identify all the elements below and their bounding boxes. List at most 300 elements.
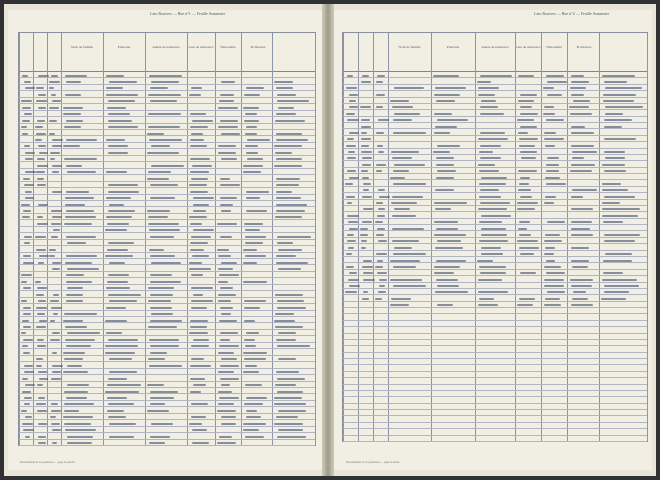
handwritten-entry [63, 145, 80, 147]
handwritten-entry [347, 202, 353, 204]
handwritten-entry [220, 236, 232, 238]
row-divider [19, 245, 315, 246]
row-divider [343, 84, 647, 85]
handwritten-entry [361, 151, 372, 153]
handwritten-entry [392, 240, 420, 242]
handwritten-entry [570, 87, 586, 89]
handwritten-entry [571, 247, 589, 249]
handwritten-entry [147, 152, 179, 154]
row-divider [19, 406, 315, 407]
handwritten-entry [218, 268, 233, 270]
handwritten-entry [220, 197, 237, 199]
row-divider [19, 239, 315, 240]
row-divider [343, 109, 647, 110]
handwritten-entry [277, 94, 295, 96]
handwritten-entry [246, 152, 258, 154]
handwritten-entry [37, 345, 46, 347]
row-divider [343, 211, 647, 212]
handwritten-entry [243, 107, 259, 109]
row-divider [19, 90, 315, 91]
handwritten-entry [276, 191, 292, 193]
handwritten-entry [245, 145, 258, 147]
column-label: Nationalité [546, 45, 562, 49]
handwritten-entry [363, 291, 368, 293]
handwritten-entry [51, 423, 60, 425]
handwritten-entry [277, 100, 309, 102]
handwritten-entry [191, 307, 207, 309]
handwritten-entry [573, 291, 586, 293]
handwritten-entry [52, 332, 61, 334]
handwritten-entry [519, 183, 529, 185]
right-census-table [342, 32, 648, 442]
handwritten-entry [36, 358, 43, 360]
handwritten-entry [36, 403, 46, 405]
row-divider [19, 310, 315, 311]
handwritten-entry [51, 75, 58, 77]
handwritten-entry [50, 339, 60, 341]
handwritten-entry [347, 138, 354, 140]
handwritten-entry [65, 197, 93, 199]
handwritten-entry [150, 397, 174, 399]
handwritten-entry [518, 75, 534, 77]
handwritten-entry [572, 266, 588, 268]
handwritten-entry [193, 197, 214, 199]
row-divider [19, 155, 315, 156]
handwritten-entry [601, 298, 626, 300]
handwritten-entry [434, 234, 466, 236]
handwritten-entry [221, 210, 231, 212]
handwritten-entry [276, 204, 307, 206]
handwritten-entry [106, 216, 132, 218]
handwritten-entry [38, 442, 46, 444]
row-divider [343, 77, 647, 78]
row-divider [343, 415, 647, 416]
handwritten-entry [191, 133, 202, 135]
handwritten-entry [190, 139, 203, 141]
column-label: Année de naissance [481, 45, 509, 49]
handwritten-entry [218, 126, 238, 128]
row-divider [343, 230, 647, 231]
handwritten-entry [52, 165, 62, 167]
handwritten-entry [518, 132, 528, 134]
row-divider [19, 381, 315, 382]
handwritten-entry [106, 307, 126, 309]
handwritten-entry [245, 255, 267, 257]
handwritten-entry [243, 262, 256, 264]
handwritten-entry [219, 397, 239, 399]
row-divider [19, 258, 315, 259]
handwritten-entry [108, 191, 140, 193]
handwritten-entry [66, 236, 96, 238]
handwritten-entry [375, 266, 383, 268]
handwritten-entry [190, 326, 207, 328]
handwritten-entry [544, 285, 564, 287]
handwritten-entry [362, 266, 373, 268]
handwritten-entry [362, 177, 369, 179]
handwritten-entry [147, 210, 170, 212]
handwritten-entry [378, 291, 386, 293]
handwritten-entry [107, 223, 128, 225]
right-page-footer: Recensement de la population — page de droite [346, 460, 400, 464]
handwritten-entry [190, 145, 207, 147]
handwritten-entry [67, 365, 82, 367]
handwritten-entry [108, 100, 135, 102]
handwritten-entry [277, 378, 305, 380]
row-divider [19, 361, 315, 362]
handwritten-entry [379, 279, 388, 281]
handwritten-entry [23, 313, 31, 315]
row-divider [343, 294, 647, 295]
row-divider [343, 396, 647, 397]
handwritten-entry [546, 119, 564, 121]
handwritten-entry [277, 436, 306, 438]
handwritten-entry [22, 75, 28, 77]
handwritten-entry [245, 365, 257, 367]
handwritten-entry [21, 281, 27, 283]
handwritten-entry [220, 332, 238, 334]
handwritten-entry [63, 416, 93, 418]
handwritten-entry [109, 358, 133, 360]
handwritten-entry [478, 279, 502, 281]
handwritten-entry [37, 178, 45, 180]
handwritten-entry [572, 157, 584, 159]
handwritten-entry [190, 365, 212, 367]
handwritten-entry [107, 397, 126, 399]
handwritten-entry [379, 285, 385, 287]
row-divider [343, 288, 647, 289]
handwritten-entry [37, 384, 43, 386]
handwritten-entry [52, 191, 62, 193]
handwritten-entry [193, 204, 209, 206]
handwritten-entry [148, 94, 181, 96]
row-divider [19, 232, 315, 233]
handwritten-entry [66, 165, 82, 167]
handwritten-entry [218, 391, 232, 393]
handwritten-entry [66, 294, 83, 296]
handwritten-entry [274, 145, 302, 147]
handwritten-entry [52, 371, 61, 373]
handwritten-entry [362, 157, 372, 159]
handwritten-entry [150, 307, 172, 309]
handwritten-entry [246, 332, 258, 334]
handwritten-entry [221, 313, 232, 315]
handwritten-entry [275, 152, 292, 154]
handwritten-entry [64, 158, 96, 160]
handwritten-entry [217, 223, 237, 225]
handwritten-entry [376, 81, 383, 83]
handwritten-entry [190, 191, 208, 193]
handwritten-entry [37, 410, 46, 412]
handwritten-entry [148, 171, 172, 173]
column-label: Année de naissance [152, 45, 180, 49]
row-divider [343, 345, 647, 346]
handwritten-entry [67, 436, 93, 438]
handwritten-entry [361, 145, 369, 147]
handwritten-entry [191, 274, 203, 276]
handwritten-entry [67, 242, 86, 244]
handwritten-entry [149, 365, 182, 367]
handwritten-entry [543, 113, 555, 115]
handwritten-entry [604, 285, 639, 287]
handwritten-entry [220, 120, 238, 122]
handwritten-entry [39, 378, 48, 380]
row-divider [19, 194, 315, 195]
handwritten-entry [434, 113, 452, 115]
handwritten-entry [547, 291, 566, 293]
handwritten-entry [53, 313, 58, 315]
handwritten-entry [391, 151, 419, 153]
row-divider [19, 426, 315, 427]
handwritten-entry [149, 229, 180, 231]
handwritten-entry [36, 100, 47, 102]
handwritten-entry [481, 234, 507, 236]
handwritten-entry [360, 228, 368, 230]
handwritten-entry [150, 236, 173, 238]
handwritten-entry [108, 113, 129, 115]
handwritten-entry [274, 81, 292, 83]
handwritten-entry [434, 132, 450, 134]
handwritten-entry [51, 378, 62, 380]
handwritten-entry [602, 279, 637, 281]
handwritten-entry [108, 339, 138, 341]
handwritten-entry [544, 138, 564, 140]
handwritten-entry [518, 100, 534, 102]
handwritten-entry [376, 253, 387, 255]
handwritten-entry [394, 113, 420, 115]
handwritten-entry [276, 262, 308, 264]
handwritten-entry [64, 126, 81, 128]
right-page-header: Lieu Rouvres — Rue n°2 — Feuille Sommaire [534, 11, 610, 16]
handwritten-entry [345, 183, 353, 185]
column-label: Prénoms [117, 45, 131, 49]
handwritten-entry [107, 249, 128, 251]
handwritten-entry [23, 255, 31, 257]
handwritten-entry [36, 249, 46, 251]
handwritten-entry [377, 215, 386, 217]
handwritten-entry [24, 242, 30, 244]
row-divider [343, 186, 647, 187]
handwritten-entry [150, 403, 166, 405]
handwritten-entry [545, 234, 559, 236]
handwritten-entry [517, 240, 537, 242]
handwritten-entry [193, 210, 206, 212]
handwritten-entry [246, 197, 260, 199]
handwritten-entry [191, 416, 206, 418]
handwritten-entry [481, 253, 504, 255]
handwritten-entry [243, 352, 267, 354]
handwritten-entry [246, 126, 257, 128]
row-divider [343, 269, 647, 270]
handwritten-entry [605, 106, 643, 108]
handwritten-entry [349, 100, 356, 102]
handwritten-entry [570, 170, 592, 172]
handwritten-entry [190, 242, 208, 244]
handwritten-entry [109, 436, 134, 438]
handwritten-entry [108, 126, 137, 128]
handwritten-entry [346, 87, 357, 89]
handwritten-entry [22, 320, 29, 322]
row-divider [19, 161, 315, 162]
row-divider [19, 77, 315, 78]
handwritten-entry [480, 157, 501, 159]
row-divider [343, 237, 647, 238]
handwritten-entry [37, 339, 44, 341]
handwritten-entry [107, 107, 126, 109]
handwritten-entry [602, 75, 635, 77]
handwritten-entry [25, 436, 30, 438]
handwritten-entry [108, 274, 130, 276]
row-divider [19, 103, 315, 104]
handwritten-entry [391, 202, 417, 204]
handwritten-entry [36, 133, 47, 135]
handwritten-entry [189, 332, 207, 334]
row-divider [343, 160, 647, 161]
handwritten-entry [51, 410, 61, 412]
handwritten-entry [243, 171, 261, 173]
handwritten-entry [221, 416, 236, 418]
handwritten-entry [217, 442, 236, 444]
handwritten-entry [49, 120, 56, 122]
handwritten-entry [38, 94, 46, 96]
handwritten-entry [603, 272, 623, 274]
handwritten-entry [109, 300, 138, 302]
handwritten-entry [25, 158, 33, 160]
handwritten-entry [147, 178, 168, 180]
handwritten-entry [363, 279, 375, 281]
handwritten-entry [53, 229, 61, 231]
handwritten-entry [349, 272, 357, 274]
column-label: Nationalité [220, 45, 236, 49]
handwritten-entry [67, 287, 83, 289]
handwritten-entry [149, 339, 180, 341]
handwritten-entry [151, 81, 179, 83]
handwritten-entry [150, 274, 172, 276]
handwritten-entry [390, 177, 405, 179]
handwritten-entry [246, 410, 257, 412]
handwritten-entry [278, 358, 296, 360]
handwritten-entry [477, 260, 493, 262]
handwritten-entry [189, 216, 207, 218]
handwritten-entry [480, 202, 510, 204]
handwritten-entry [220, 307, 233, 309]
handwritten-entry [66, 81, 81, 83]
handwritten-entry [436, 260, 466, 262]
handwritten-entry [38, 300, 47, 302]
handwritten-entry [65, 429, 95, 431]
handwritten-entry [276, 113, 296, 115]
handwritten-entry [219, 345, 238, 347]
handwritten-entry [349, 228, 358, 230]
handwritten-entry [603, 221, 624, 223]
handwritten-entry [605, 157, 625, 159]
handwritten-entry [602, 164, 625, 166]
handwritten-entry [275, 216, 302, 218]
handwritten-entry [66, 274, 83, 276]
handwritten-entry [481, 228, 507, 230]
handwritten-entry [65, 326, 88, 328]
handwritten-entry [244, 307, 260, 309]
handwritten-entry [275, 120, 305, 122]
handwritten-entry [66, 255, 97, 257]
handwritten-entry [604, 291, 630, 293]
handwritten-entry [105, 255, 133, 257]
row-divider [19, 213, 315, 214]
handwritten-entry [150, 436, 169, 438]
column-label: Lieu de naissance [188, 45, 214, 49]
handwritten-entry [245, 229, 260, 231]
row-divider [343, 179, 647, 180]
handwritten-entry [106, 75, 124, 77]
handwritten-entry [436, 157, 454, 159]
handwritten-entry [276, 197, 301, 199]
handwritten-entry [435, 208, 451, 210]
handwritten-entry [35, 281, 41, 283]
handwritten-entry [520, 113, 538, 115]
handwritten-entry [276, 87, 293, 89]
handwritten-entry [377, 260, 383, 262]
handwritten-entry [377, 272, 387, 274]
handwritten-entry [246, 191, 269, 193]
handwritten-entry [572, 189, 597, 191]
handwritten-entry [246, 416, 261, 418]
handwritten-entry [24, 397, 31, 399]
row-divider [19, 342, 315, 343]
handwritten-entry [360, 234, 368, 236]
handwritten-entry [346, 266, 354, 268]
handwritten-entry [221, 384, 231, 386]
handwritten-entry [23, 307, 31, 309]
handwritten-entry [23, 287, 31, 289]
handwritten-entry [604, 170, 626, 172]
row-divider [343, 103, 647, 104]
handwritten-entry [544, 132, 556, 134]
handwritten-entry [36, 365, 42, 367]
handwritten-entry [51, 210, 61, 212]
row-divider [343, 205, 647, 206]
row-divider [19, 432, 315, 433]
handwritten-entry [151, 313, 174, 315]
handwritten-entry [245, 242, 263, 244]
handwritten-entry [63, 320, 83, 322]
handwritten-entry [24, 371, 34, 373]
column-label: Profession [250, 45, 266, 49]
handwritten-entry [37, 120, 45, 122]
handwritten-entry [604, 151, 625, 153]
handwritten-entry [519, 234, 531, 236]
handwritten-entry [377, 75, 385, 77]
handwritten-entry [25, 191, 32, 193]
handwritten-entry [571, 285, 592, 287]
handwritten-entry [571, 304, 593, 306]
handwritten-entry [393, 266, 416, 268]
handwritten-entry [481, 215, 512, 217]
row-divider [19, 116, 315, 117]
handwritten-entry [108, 416, 126, 418]
handwritten-entry [378, 208, 386, 210]
row-divider [19, 219, 315, 220]
handwritten-entry [390, 260, 420, 262]
handwritten-entry [361, 126, 371, 128]
handwritten-entry [66, 345, 91, 347]
handwritten-entry [363, 272, 373, 274]
handwritten-entry [49, 249, 56, 251]
handwritten-entry [108, 184, 138, 186]
handwritten-entry [602, 215, 638, 217]
handwritten-entry [24, 113, 32, 115]
left-page [8, 10, 322, 470]
handwritten-entry [244, 403, 263, 405]
handwritten-entry [276, 158, 303, 160]
